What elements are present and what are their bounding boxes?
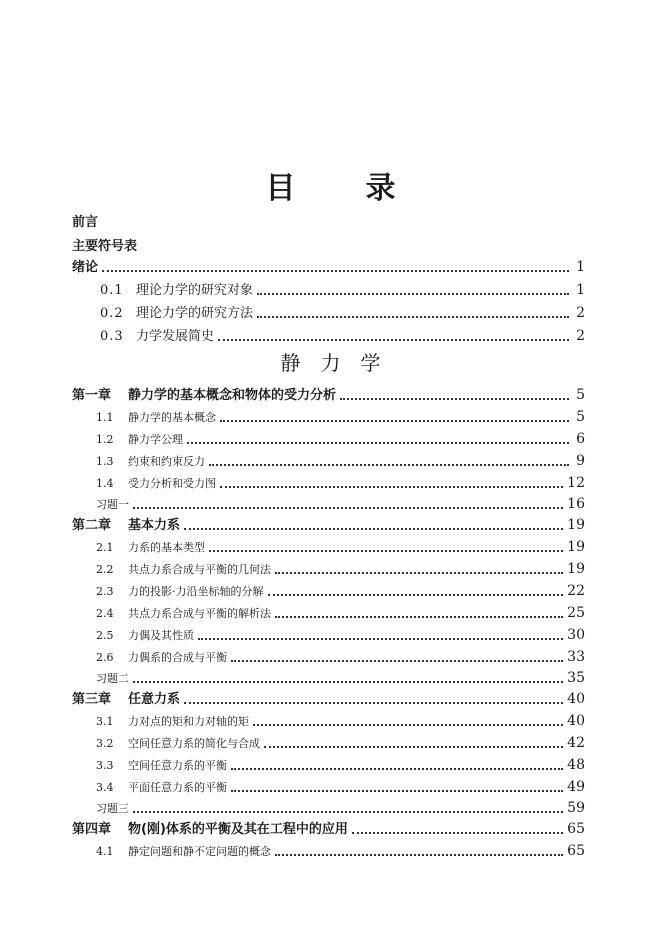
front-matter-symbols: 主要符号表 bbox=[72, 239, 138, 254]
entry-title: 物(刚)体系的平衡及其在工程中的应用 bbox=[128, 822, 348, 837]
section-number: 1.4 bbox=[96, 477, 114, 490]
leader-dots bbox=[220, 486, 563, 488]
leader-dots bbox=[220, 420, 569, 422]
leader-dots bbox=[257, 293, 569, 295]
section-number: 2.1 bbox=[96, 541, 114, 554]
toc-section-entry[interactable] bbox=[96, 711, 585, 729]
entry-title: 约束和约束反力 bbox=[128, 455, 205, 468]
entry-title: 静力学公理 bbox=[128, 433, 183, 446]
leader-dots bbox=[184, 702, 563, 704]
page-number: 2 bbox=[576, 328, 585, 344]
page-number: 22 bbox=[567, 583, 585, 599]
section-number: 1.1 bbox=[96, 411, 114, 424]
page-number: 35 bbox=[567, 670, 585, 686]
leader-dots bbox=[102, 270, 569, 272]
section-number: 3.1 bbox=[96, 715, 114, 728]
section-number: 2.2 bbox=[96, 563, 114, 576]
page-number: 5 bbox=[576, 387, 585, 403]
section-number: 3.2 bbox=[96, 737, 114, 750]
entry-title: 力偶及其性质 bbox=[128, 629, 194, 642]
leader-dots bbox=[253, 724, 563, 726]
leader-dots bbox=[133, 811, 563, 813]
entry-title: 力学发展简史 bbox=[136, 329, 215, 344]
page-number: 65 bbox=[567, 821, 585, 837]
section-number: 2.3 bbox=[96, 585, 114, 598]
section-number: 2.4 bbox=[96, 607, 114, 620]
entry-title: 习题二 bbox=[96, 672, 129, 685]
leader-dots bbox=[209, 464, 569, 466]
section-number: 2.6 bbox=[96, 651, 114, 664]
toc-section-entry[interactable] bbox=[96, 755, 585, 773]
leader-dots bbox=[133, 681, 563, 683]
page-number: 40 bbox=[567, 713, 585, 729]
entry-title: 空间任意力系的简化与合成 bbox=[128, 737, 260, 750]
chapter-number: 第四章 bbox=[72, 822, 112, 837]
leader-dots bbox=[264, 746, 563, 748]
page-number: 25 bbox=[567, 605, 585, 621]
leader-dots bbox=[275, 854, 563, 856]
toc-section-entry[interactable] bbox=[96, 777, 585, 795]
leader-dots bbox=[231, 660, 563, 662]
section-number: 3.4 bbox=[96, 781, 114, 794]
leader-dots bbox=[198, 638, 563, 640]
page-number: 40 bbox=[567, 691, 585, 707]
entry-title: 基本力系 bbox=[128, 518, 181, 533]
front-matter-preface: 前言 bbox=[72, 215, 99, 230]
entry-title: 共点力系合成与平衡的几何法 bbox=[128, 563, 271, 576]
entry-title: 任意力系 bbox=[128, 692, 181, 707]
chapter-number: 第三章 bbox=[72, 692, 112, 707]
page-number: 12 bbox=[567, 475, 585, 491]
section-number: 3.3 bbox=[96, 759, 114, 772]
entry-title: 习题一 bbox=[96, 498, 129, 511]
toc-intro-entry[interactable] bbox=[72, 257, 585, 275]
page-title: 目录 bbox=[265, 171, 466, 206]
entry-title: 绪论 bbox=[72, 260, 99, 275]
toc-chapter-entry[interactable] bbox=[72, 819, 585, 837]
page-number: 1 bbox=[576, 282, 585, 298]
page-number: 65 bbox=[567, 843, 585, 859]
toc-section-entry[interactable] bbox=[100, 280, 585, 298]
leader-dots bbox=[231, 790, 563, 792]
leader-dots bbox=[231, 768, 563, 770]
entry-title: 力系的基本类型 bbox=[128, 541, 205, 554]
leader-dots bbox=[257, 316, 569, 318]
toc-section-entry[interactable] bbox=[96, 407, 585, 425]
page-number: 19 bbox=[567, 539, 585, 555]
section-number: 0.3 bbox=[100, 329, 124, 344]
leader-dots bbox=[218, 339, 569, 341]
entry-title: 静定问题和静不定问题的概念 bbox=[128, 845, 271, 858]
page-number: 33 bbox=[567, 649, 585, 665]
toc-section-entry[interactable] bbox=[96, 841, 585, 859]
page-number: 59 bbox=[567, 800, 585, 816]
entry-title: 平面任意力系的平衡 bbox=[128, 781, 227, 794]
section-number: 0.2 bbox=[100, 306, 124, 321]
page-number: 42 bbox=[567, 735, 585, 751]
leader-dots bbox=[187, 442, 569, 444]
entry-title: 理论力学的研究对象 bbox=[136, 283, 254, 298]
toc-section-entry[interactable] bbox=[96, 429, 585, 447]
page-number: 1 bbox=[576, 259, 585, 275]
entry-title: 力的投影·力沿坐标轴的分解 bbox=[128, 585, 264, 598]
entry-title: 受力分析和受力图 bbox=[128, 477, 216, 490]
entry-title: 空间任意力系的平衡 bbox=[128, 759, 227, 772]
leader-dots bbox=[275, 572, 563, 574]
leader-dots bbox=[184, 528, 563, 530]
page-number: 5 bbox=[576, 409, 585, 425]
page-number: 48 bbox=[567, 757, 585, 773]
toc-chapter-entry[interactable] bbox=[72, 515, 585, 533]
part-title: 静力学 bbox=[280, 351, 401, 375]
chapter-number: 第二章 bbox=[72, 518, 112, 533]
entry-title: 理论力学的研究方法 bbox=[136, 306, 254, 321]
page-number: 19 bbox=[567, 561, 585, 577]
toc-section-entry[interactable] bbox=[96, 581, 585, 599]
leader-dots bbox=[268, 594, 564, 596]
entry-title: 静力学的基本概念 bbox=[128, 411, 216, 424]
entry-title: 共点力系合成与平衡的解析法 bbox=[128, 607, 271, 620]
toc-chapter-entry[interactable] bbox=[72, 385, 585, 403]
entry-title: 力对点的矩和力对轴的矩 bbox=[128, 715, 249, 728]
toc-section-entry[interactable] bbox=[96, 451, 585, 469]
page-number: 16 bbox=[567, 496, 585, 512]
toc-section-entry[interactable] bbox=[96, 537, 585, 555]
section-number: 4.1 bbox=[96, 845, 114, 858]
page-number: 19 bbox=[567, 517, 585, 533]
leader-dots bbox=[340, 398, 569, 400]
page-number: 30 bbox=[567, 627, 585, 643]
toc-section-entry[interactable] bbox=[96, 733, 585, 751]
section-number: 2.5 bbox=[96, 629, 114, 642]
entry-title: 习题三 bbox=[96, 802, 129, 815]
toc-exercise-entry[interactable] bbox=[96, 494, 585, 512]
chapter-number: 第一章 bbox=[72, 388, 112, 403]
section-number: 1.3 bbox=[96, 455, 114, 468]
page-number: 9 bbox=[576, 453, 585, 469]
toc-chapter-entry[interactable] bbox=[72, 689, 585, 707]
page-number: 49 bbox=[567, 779, 585, 795]
toc-section-entry[interactable] bbox=[96, 647, 585, 665]
page-number: 6 bbox=[576, 431, 585, 447]
section-number: 0.1 bbox=[100, 283, 124, 298]
leader-dots bbox=[275, 616, 563, 618]
toc-section-entry[interactable] bbox=[96, 603, 585, 621]
leader-dots bbox=[133, 507, 563, 509]
entry-title: 力偶系的合成与平衡 bbox=[128, 651, 227, 664]
leader-dots bbox=[352, 832, 563, 834]
section-number: 1.2 bbox=[96, 433, 114, 446]
toc-section-entry[interactable] bbox=[96, 559, 585, 577]
entry-title: 静力学的基本概念和物体的受力分析 bbox=[128, 388, 337, 403]
page-number: 2 bbox=[576, 305, 585, 321]
toc-section-entry[interactable] bbox=[100, 303, 585, 321]
toc-section-entry[interactable] bbox=[100, 326, 585, 344]
toc-exercise-entry[interactable] bbox=[96, 798, 585, 816]
toc-exercise-entry[interactable] bbox=[96, 668, 585, 686]
leader-dots bbox=[209, 550, 563, 552]
toc-section-entry[interactable] bbox=[96, 473, 585, 491]
toc-section-entry[interactable] bbox=[96, 625, 585, 643]
